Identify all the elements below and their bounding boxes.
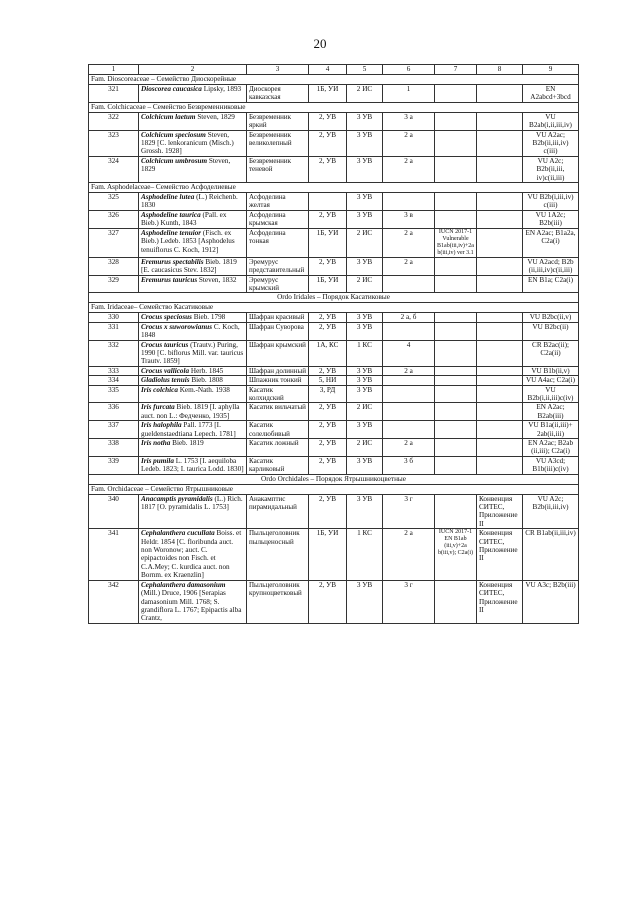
species-author: (Trautv.) Puring, 1990 [C. biflorus Mill. var. tauricus Trautv. 1859] xyxy=(141,340,244,366)
species-author: Bieb. 1798 xyxy=(193,313,226,322)
regional-category: 2 ИС xyxy=(347,439,383,457)
russian-name: Асфоделина тонкая xyxy=(247,228,309,257)
convention-status xyxy=(477,403,523,421)
regional-category: 2 ИС xyxy=(347,85,383,103)
table-row xyxy=(89,376,579,385)
iucn-status xyxy=(435,210,477,228)
redlist-criteria: VU A3c; B2b(iii) xyxy=(523,580,579,623)
column-number: 2 xyxy=(139,65,247,75)
status-category: 2, УВ xyxy=(309,366,347,375)
convention-status xyxy=(477,376,523,385)
species-cell xyxy=(139,313,247,322)
entry-number: 340 xyxy=(89,494,139,529)
family-row xyxy=(89,75,579,85)
redlist-criteria: VU 1A2c; B2b(iii) xyxy=(523,210,579,228)
russian-name: Безвременник теневой xyxy=(247,156,309,182)
family-name: Fam. Colchicaceae – Семейство Безвременниковые xyxy=(89,102,579,112)
species-cell xyxy=(139,439,247,457)
table-row xyxy=(89,439,579,457)
species-cell xyxy=(139,421,247,439)
family-name: Fam. Iridaceae– Семейство Касатиковые xyxy=(89,303,579,313)
regional-category: 3 УВ xyxy=(347,366,383,375)
convention-status xyxy=(477,421,523,439)
protection-code: 2 а xyxy=(383,156,435,182)
redlist-criteria: CR B1ab(ii,iii,iv) xyxy=(523,529,579,580)
column-number: 4 xyxy=(309,65,347,75)
species-name: Colchicum umbrosum xyxy=(141,156,208,165)
iucn-status xyxy=(435,275,477,293)
family-row xyxy=(89,303,579,313)
page-number: 20 xyxy=(313,36,327,51)
iucn-status xyxy=(435,494,477,529)
regional-category: 2 ИС xyxy=(347,403,383,421)
table-row xyxy=(89,156,579,182)
table-row xyxy=(89,580,579,623)
entry-number: 325 xyxy=(89,193,139,211)
russian-name: Шафран красивый xyxy=(247,313,309,322)
species-cell xyxy=(139,580,247,623)
species-cell xyxy=(139,156,247,182)
table-row xyxy=(89,366,579,375)
protection-code: 2 а xyxy=(383,439,435,457)
convention-status: Конвенция СИТЕС, Приложение II xyxy=(477,529,523,580)
table-row xyxy=(89,322,579,340)
russian-name: Эремурус крымский xyxy=(247,275,309,293)
redlist-criteria: VU A2c; B2b(ii,iii,iv) xyxy=(523,494,579,529)
status-category: 2, УВ xyxy=(309,421,347,439)
iucn-status xyxy=(435,376,477,385)
order-name: Ordo Iridales – Порядок Касатиковые xyxy=(89,293,579,303)
species-table xyxy=(88,64,579,624)
regional-category: 2 ИС xyxy=(347,228,383,257)
entry-number: 323 xyxy=(89,130,139,156)
convention-status xyxy=(477,85,523,103)
redlist-criteria: CR B2ac(ii); C2a(ii) xyxy=(523,340,579,366)
table-row xyxy=(89,112,579,130)
redlist-criteria: VU B1a(ii,iii)+ 2ab(ii,iii) xyxy=(523,421,579,439)
protection-code: 4 xyxy=(383,340,435,366)
redlist-criteria: VU B2b(i,iii,iv) c(iii) xyxy=(523,193,579,211)
regional-category: 3 УВ xyxy=(347,112,383,130)
entry-number: 326 xyxy=(89,210,139,228)
species-author: C. Koch, 1848 xyxy=(141,322,240,340)
entry-number: 336 xyxy=(89,403,139,421)
entry-number: 324 xyxy=(89,156,139,182)
status-category: 1Б, УИ xyxy=(309,529,347,580)
species-author: Kem.-Nath. 1938 xyxy=(179,385,230,394)
table-row xyxy=(89,275,579,293)
convention-status: Конвенция СИТЕС, Приложение II xyxy=(477,494,523,529)
entry-number: 341 xyxy=(89,529,139,580)
protection-code xyxy=(383,403,435,421)
species-cell xyxy=(139,456,247,474)
order-row xyxy=(89,474,579,484)
protection-code: 2 а xyxy=(383,130,435,156)
table-row xyxy=(89,313,579,322)
iucn-status xyxy=(435,257,477,275)
redlist-criteria: VU B2bc(ii,v) xyxy=(523,313,579,322)
regional-category: 3 УВ xyxy=(347,156,383,182)
russian-name: Касатик колхидский xyxy=(247,385,309,403)
russian-name: Пыльцеголовник крупноцветковый xyxy=(247,580,309,623)
redlist-criteria: EN A2ac; B2ab(iii) xyxy=(523,403,579,421)
iucn-status: IUCN 2017-1 EN B1ab (iii,v)+2a b(iii,v); C2a(i) xyxy=(435,529,477,580)
regional-category: 3 УВ xyxy=(347,421,383,439)
status-category: 2, УВ xyxy=(309,130,347,156)
russian-name: Шафран крымский xyxy=(247,340,309,366)
iucn-status xyxy=(435,130,477,156)
iucn-status xyxy=(435,112,477,130)
redlist-criteria: VU B2bc(ii) xyxy=(523,322,579,340)
convention-status xyxy=(477,340,523,366)
regional-category: 1 КС xyxy=(347,529,383,580)
species-cell xyxy=(139,257,247,275)
species-author: Pall. 1773 [I. gueldenstaedtiana Lepech. 1781] xyxy=(141,421,236,438)
species-cell xyxy=(139,322,247,340)
regional-category: 3 УВ xyxy=(347,494,383,529)
column-number: 9 xyxy=(523,65,579,75)
status-category: 1Б, УИ xyxy=(309,85,347,103)
entry-number: 330 xyxy=(89,313,139,322)
entry-number: 321 xyxy=(89,85,139,103)
entry-number: 342 xyxy=(89,580,139,623)
russian-name: Касатик ложный xyxy=(247,439,309,457)
species-name: Iris colchica xyxy=(141,385,178,394)
entry-number: 328 xyxy=(89,257,139,275)
iucn-status xyxy=(435,313,477,322)
iucn-status xyxy=(435,456,477,474)
protection-code xyxy=(383,385,435,403)
species-cell xyxy=(139,385,247,403)
convention-status xyxy=(477,385,523,403)
family-row xyxy=(89,484,579,494)
species-name: Crocus x suworowianus xyxy=(141,322,213,331)
order-row xyxy=(89,293,579,303)
species-name: Iris notha xyxy=(141,439,171,447)
status-category: 2, УВ xyxy=(309,313,347,322)
species-name: Iris pumila xyxy=(141,456,174,465)
regional-category: 3 УВ xyxy=(347,376,383,385)
entry-number: 334 xyxy=(89,376,139,385)
russian-name: Асфоделина желтая xyxy=(247,193,309,211)
status-category: 5, НИ xyxy=(309,376,347,385)
species-cell xyxy=(139,494,247,529)
regional-category: 3 УВ xyxy=(347,385,383,403)
species-author: Herb. 1845 xyxy=(190,366,224,375)
redlist-criteria: VU B2ab(i,ii,iii,iv) xyxy=(523,112,579,130)
redlist-criteria: EN B1a; C2a(i) xyxy=(523,275,579,293)
column-number: 6 xyxy=(383,65,435,75)
regional-category: 3 УВ xyxy=(347,257,383,275)
species-name: Anacamptis pyramidalis xyxy=(141,494,213,503)
iucn-status xyxy=(435,156,477,182)
russian-name: Безвременник яркий xyxy=(247,112,309,130)
status-category: 2, УВ xyxy=(309,322,347,340)
redlist-criteria: VU A2c; B2b(ii,iii, iv)c(ii,iii) xyxy=(523,156,579,182)
convention-status xyxy=(477,156,523,182)
status-category: 2, УВ xyxy=(309,112,347,130)
convention-status xyxy=(477,228,523,257)
iucn-status xyxy=(435,366,477,375)
column-number: 5 xyxy=(347,65,383,75)
species-cell xyxy=(139,112,247,130)
protection-code xyxy=(383,376,435,385)
status-category: 3, РД xyxy=(309,385,347,403)
convention-status xyxy=(477,112,523,130)
species-cell xyxy=(139,376,247,385)
species-name: Colchicum speciosum xyxy=(141,130,206,139)
status-category: 2, УВ xyxy=(309,257,347,275)
russian-name: Шпажник тонкий xyxy=(247,376,309,385)
regional-category: 3 УВ xyxy=(347,130,383,156)
convention-status xyxy=(477,130,523,156)
species-name: Iris halophila xyxy=(141,421,182,430)
species-name: Gladiolus tenuis xyxy=(141,376,190,385)
species-author: Steven, 1829 xyxy=(141,156,231,174)
family-row xyxy=(89,183,579,193)
species-cell xyxy=(139,529,247,580)
species-name: Colchicum laetum xyxy=(141,112,196,121)
table-row xyxy=(89,403,579,421)
redlist-criteria: VU A2ac; B2b(ii,iii,iv) c(iii) xyxy=(523,130,579,156)
species-author: (L.) Reichenb. 1830 xyxy=(141,193,238,210)
protection-code: 2 а xyxy=(383,228,435,257)
table-row xyxy=(89,421,579,439)
status-category: 2, УВ xyxy=(309,439,347,457)
species-cell xyxy=(139,130,247,156)
column-number: 7 xyxy=(435,65,477,75)
species-author: Bieb. 1819 [I. aphylla auct. non L.: Федченко, 1935] xyxy=(141,403,240,420)
species-cell xyxy=(139,193,247,211)
species-name: Cephalanthera damasonium xyxy=(141,580,226,589)
protection-code: 3 б xyxy=(383,456,435,474)
entry-number: 329 xyxy=(89,275,139,293)
species-name: Crocus speciosus xyxy=(141,313,192,322)
entry-number: 322 xyxy=(89,112,139,130)
protection-code: 1 xyxy=(383,85,435,103)
protection-code xyxy=(383,322,435,340)
redlist-criteria: EN A2ac; B1a2a, C2a(i) xyxy=(523,228,579,257)
species-author: Lipsky, 1893 xyxy=(203,85,242,93)
species-author: L. 1753 [I. aequiloba Ledeb. 1823; I. taurica Lodd. 1830] xyxy=(141,456,244,474)
species-cell xyxy=(139,275,247,293)
species-name: Cephalanthera cucullata xyxy=(141,529,215,538)
family-name: Fam. Dioscoreaceae – Семейство Диоскорейные xyxy=(89,75,579,85)
species-cell xyxy=(139,366,247,375)
species-name: Crocus tauricus xyxy=(141,340,189,349)
species-author: Bieb. 1808 xyxy=(191,376,223,385)
species-author: Steven, 1829 xyxy=(197,112,235,121)
regional-category: 1 КС xyxy=(347,340,383,366)
convention-status xyxy=(477,210,523,228)
convention-status xyxy=(477,313,523,322)
iucn-status xyxy=(435,385,477,403)
species-cell xyxy=(139,403,247,421)
species-cell xyxy=(139,85,247,103)
convention-status xyxy=(477,456,523,474)
species-author: Boiss. et Heldr. 1854 [C. floribunda auct. non Woronow; auct. C. epipactoides non Fisch. et C.A.Mey; C. kurdica auct. non Bornm. ex Kraenzlin] xyxy=(141,529,242,580)
regional-category: 3 УВ xyxy=(347,580,383,623)
table-row xyxy=(89,228,579,257)
table-row xyxy=(89,385,579,403)
table-row xyxy=(89,456,579,474)
species-author: Steven, 1832 xyxy=(198,275,237,284)
russian-name: Шафран долинный xyxy=(247,366,309,375)
status-category: 1Б, УИ xyxy=(309,275,347,293)
redlist-criteria: VU A2acd; B2b (ii,iii,iv)c(ii,iii) xyxy=(523,257,579,275)
russian-name: Касатик вильчатый xyxy=(247,403,309,421)
entry-number: 331 xyxy=(89,322,139,340)
redlist-criteria: VU B1b(ii,v) xyxy=(523,366,579,375)
table-row xyxy=(89,494,579,529)
iucn-status xyxy=(435,421,477,439)
status-category: 2, УВ xyxy=(309,156,347,182)
iucn-status xyxy=(435,439,477,457)
species-author: Steven, 1829 [C. lenkoranicum (Misch.) Grossh. 1928] xyxy=(141,130,234,156)
protection-code: 2 а xyxy=(383,257,435,275)
status-category xyxy=(309,193,347,211)
order-name: Ordo Orchidales – Порядок Ятрышникоцветные xyxy=(89,474,579,484)
regional-category: 3 УВ xyxy=(347,193,383,211)
regional-category: 2 ИС xyxy=(347,275,383,293)
species-author: Bieb. 1819 xyxy=(172,439,204,447)
status-category: 2, УВ xyxy=(309,580,347,623)
convention-status xyxy=(477,366,523,375)
protection-code xyxy=(383,421,435,439)
family-name: Fam. Asphodelaceae– Семейство Асфоделиевые xyxy=(89,183,579,193)
status-category: 2, УВ xyxy=(309,494,347,529)
species-author: (Pall. ex Bieb.) Kunth, 1843 xyxy=(141,210,227,228)
russian-name: Диоскорея кавказская xyxy=(247,85,309,103)
redlist-criteria: EN A2abcd+3bcd xyxy=(523,85,579,103)
table-row xyxy=(89,85,579,103)
protection-code: 2 а xyxy=(383,366,435,375)
species-cell xyxy=(139,210,247,228)
entry-number: 332 xyxy=(89,340,139,366)
status-category: 1А, КС xyxy=(309,340,347,366)
species-name: Asphodeline lutea xyxy=(141,193,195,202)
convention-status xyxy=(477,275,523,293)
column-number-row xyxy=(89,65,579,75)
species-author: Bieb. 1819 [E. caucasicus Stev. 1832] xyxy=(141,257,237,275)
entry-number: 337 xyxy=(89,421,139,439)
russian-name: Безвременник великолепный xyxy=(247,130,309,156)
iucn-status xyxy=(435,403,477,421)
family-row xyxy=(89,102,579,112)
species-name: Eremurus tauricus xyxy=(141,275,198,284)
column-number: 1 xyxy=(89,65,139,75)
entry-number: 338 xyxy=(89,439,139,457)
regional-category: 3 УВ xyxy=(347,313,383,322)
russian-name: Пыльцеголовник пыльценосный xyxy=(247,529,309,580)
protection-code: 3 в xyxy=(383,210,435,228)
entry-number: 339 xyxy=(89,456,139,474)
redlist-criteria: VU B2b(i,ii,iii)c(iv) xyxy=(523,385,579,403)
protection-code xyxy=(383,275,435,293)
protection-code xyxy=(383,193,435,211)
convention-status xyxy=(477,439,523,457)
table-row xyxy=(89,257,579,275)
table-row xyxy=(89,193,579,211)
protection-code: 3 г xyxy=(383,580,435,623)
iucn-status xyxy=(435,193,477,211)
iucn-status xyxy=(435,322,477,340)
protection-code: 2 а xyxy=(383,529,435,580)
species-author: (Mill.) Druce, 1906 [Serapias damasonium Mill. 1768; S. grandiflora L. 1767; Epipactis alba Crantz, xyxy=(141,589,242,623)
russian-name: Эремурус представительный xyxy=(247,257,309,275)
species-cell xyxy=(139,340,247,366)
table-row xyxy=(89,210,579,228)
entry-number: 333 xyxy=(89,366,139,375)
species-author: (L.) Rich. 1817 [O. pyramidalis L. 1753] xyxy=(141,494,243,512)
species-name: Asphodeline tenuior xyxy=(141,228,202,237)
column-number: 8 xyxy=(477,65,523,75)
family-name: Fam. Orchidaceae – Семейство Ятрышниковые xyxy=(89,484,579,494)
redlist-criteria: VU A3cd; B1b(iii)c(iv) xyxy=(523,456,579,474)
species-author: (Fisch. ex Bieb.) Ledeb. 1853 [Asphodelus tenuiflorus C. Koch, 1912] xyxy=(141,228,235,254)
protection-code: 2 а, б xyxy=(383,313,435,322)
protection-code: 3 г xyxy=(383,494,435,529)
russian-name: Асфоделина крымская xyxy=(247,210,309,228)
convention-status xyxy=(477,257,523,275)
status-category: 1Б, УИ xyxy=(309,228,347,257)
regional-category: 3 УВ xyxy=(347,322,383,340)
species-cell xyxy=(139,228,247,257)
species-name: Asphodeline taurica xyxy=(141,210,201,219)
species-name: Eremurus spectabilis xyxy=(141,257,204,266)
iucn-status: IUCN 2017-1 Vulnerable B1ab(iii,iv)+2ab(iii,iv) ver 3.1 xyxy=(435,228,477,257)
status-category: 2, УВ xyxy=(309,403,347,421)
column-number: 3 xyxy=(247,65,309,75)
convention-status xyxy=(477,193,523,211)
convention-status: Конвенция СИТЕС, Приложение II xyxy=(477,580,523,623)
redlist-criteria: EN A2ac; B2ab (ii,iii); C2a(i) xyxy=(523,439,579,457)
russian-name: Касатик солелюбивый xyxy=(247,421,309,439)
protection-code: 3 а xyxy=(383,112,435,130)
iucn-status xyxy=(435,85,477,103)
iucn-status xyxy=(435,580,477,623)
redlist-criteria: VU A4ac; C2a(i) xyxy=(523,376,579,385)
species-name: Dioscorea caucasica xyxy=(141,85,202,93)
convention-status xyxy=(477,322,523,340)
russian-name: Анакамптис пирамидальный xyxy=(247,494,309,529)
regional-category: 3 УВ xyxy=(347,456,383,474)
russian-name: Касатик карликовый xyxy=(247,456,309,474)
status-category: 2, УВ xyxy=(309,210,347,228)
table-row xyxy=(89,130,579,156)
table-row xyxy=(89,529,579,580)
table-row xyxy=(89,340,579,366)
regional-category: 3 УВ xyxy=(347,210,383,228)
entry-number: 327 xyxy=(89,228,139,257)
status-category: 2, УВ xyxy=(309,456,347,474)
entry-number: 335 xyxy=(89,385,139,403)
russian-name: Шафран Суворова xyxy=(247,322,309,340)
iucn-status xyxy=(435,340,477,366)
species-name: Crocus vallicola xyxy=(141,366,190,375)
species-name: Iris furcata xyxy=(141,403,175,412)
